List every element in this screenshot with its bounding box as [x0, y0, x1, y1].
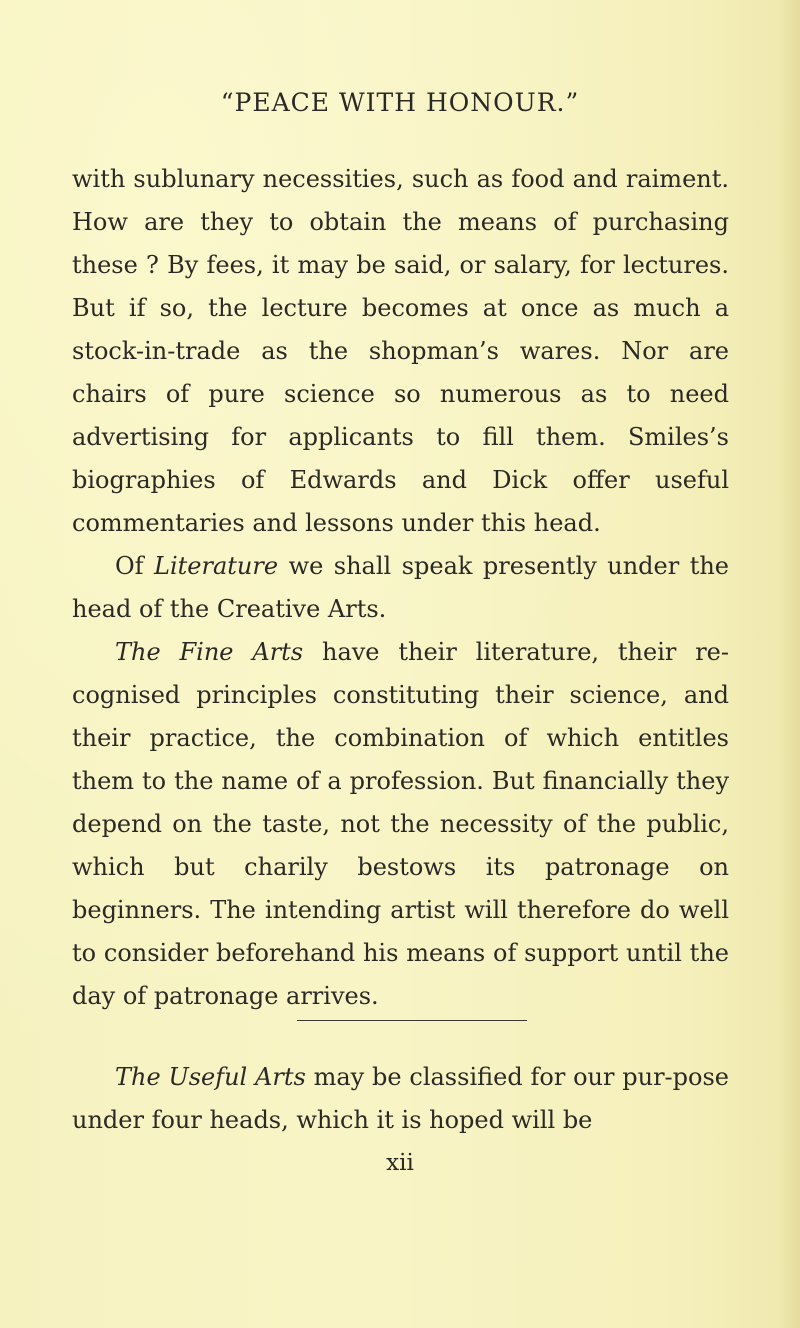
paragraph-2-text: we shall speak presently under the head of the Creative Arts. [72, 552, 729, 623]
paragraph-1: with sublunary necessities, such as food and raiment. How are they to obtain the means of purchasing these ? By fees, it may be said, or salary, for lectures. But if so, the lecture becomes at once as much a stock-in-trade as the shopman’s wares. Nor are chairs of pure science so numerous as to need advertising for applicants to fill them. Smiles’s biographies of Edwards and Dick offer useful commentaries and lessons under this head. [72, 165, 729, 537]
paragraph-3-italic-term: The Fine Arts [115, 638, 304, 666]
paragraph-2 [72, 545, 729, 631]
section-divider-rule [297, 1020, 527, 1021]
page-number: xii [386, 1150, 414, 1176]
lower-text-block [72, 1056, 729, 1142]
paragraph-4-italic-term: The Useful Arts [115, 1063, 306, 1091]
paragraph-4 [72, 1056, 729, 1142]
paragraph-3-text: have their literature, their re-cognised principles constituting their science, and their practice, the combination of which entitles them to the name of a profession. But financially they depend on the taste, not the necessity of the public, which but charily bestows its patronage on beginners. The intending artist will therefore do well to consider beforehand his means of support until the day of patronage arrives. [72, 638, 729, 1010]
main-text-block [72, 158, 729, 1018]
paragraph-2-lead: Of [115, 552, 144, 580]
page-edge-shadow [778, 0, 800, 1328]
running-head: “PEACE WITH HONOUR.” [220, 88, 580, 117]
paragraph-4-text: may be classified for our pur-pose under four heads, which it is hoped will be [72, 1063, 729, 1134]
paragraph-3 [72, 631, 729, 1018]
paragraph-2-italic-term: Literature [154, 552, 279, 580]
